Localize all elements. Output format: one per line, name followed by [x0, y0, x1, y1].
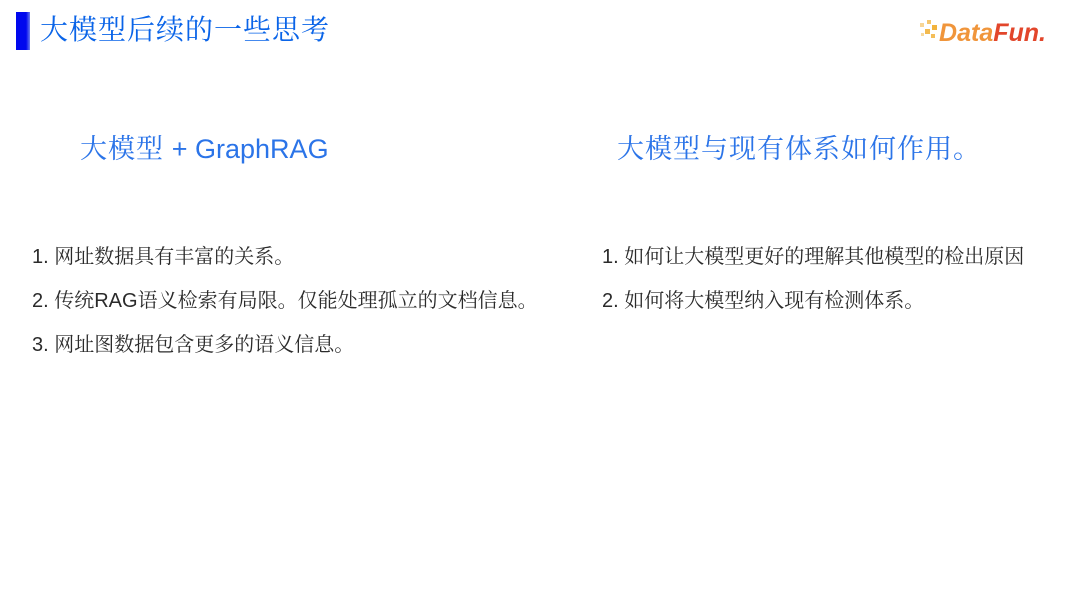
graphrag-point-list [32, 246, 572, 378]
list-item: 2. 如何将大模型纳入现有检测体系。 [602, 290, 925, 312]
list-item: 2. 传统RAG语义检索有局限。仅能处理孤立的文档信息。 [32, 290, 538, 312]
logo-text-fun: Fun. [993, 18, 1046, 47]
list-item: 3. 网址图数据包含更多的语义信息。 [32, 334, 355, 356]
logo-text [939, 19, 1046, 48]
column-heading-graphrag-cn: 大模型 [80, 134, 172, 164]
logo-pixels-icon [919, 18, 941, 48]
title-accent-bar [16, 12, 30, 50]
logo-text-data: Data [939, 18, 994, 47]
list-item: 1. 如何让大模型更好的理解其他模型的检出原因 [602, 246, 1025, 268]
column-heading-graphrag-en: + GraphRAG [171, 134, 329, 164]
datafun-logo [919, 17, 1046, 49]
column-heading-existing-systems-cn: 大模型与现有体系如何作用。 [617, 134, 981, 164]
list-item: 1. 网址数据具有丰富的关系。 [32, 246, 295, 268]
page-title: 大模型后续的一些思考 [40, 15, 331, 46]
column-heading-graphrag [80, 127, 329, 166]
column-heading-existing-systems [617, 127, 981, 166]
existing-systems-point-list [602, 246, 1062, 334]
